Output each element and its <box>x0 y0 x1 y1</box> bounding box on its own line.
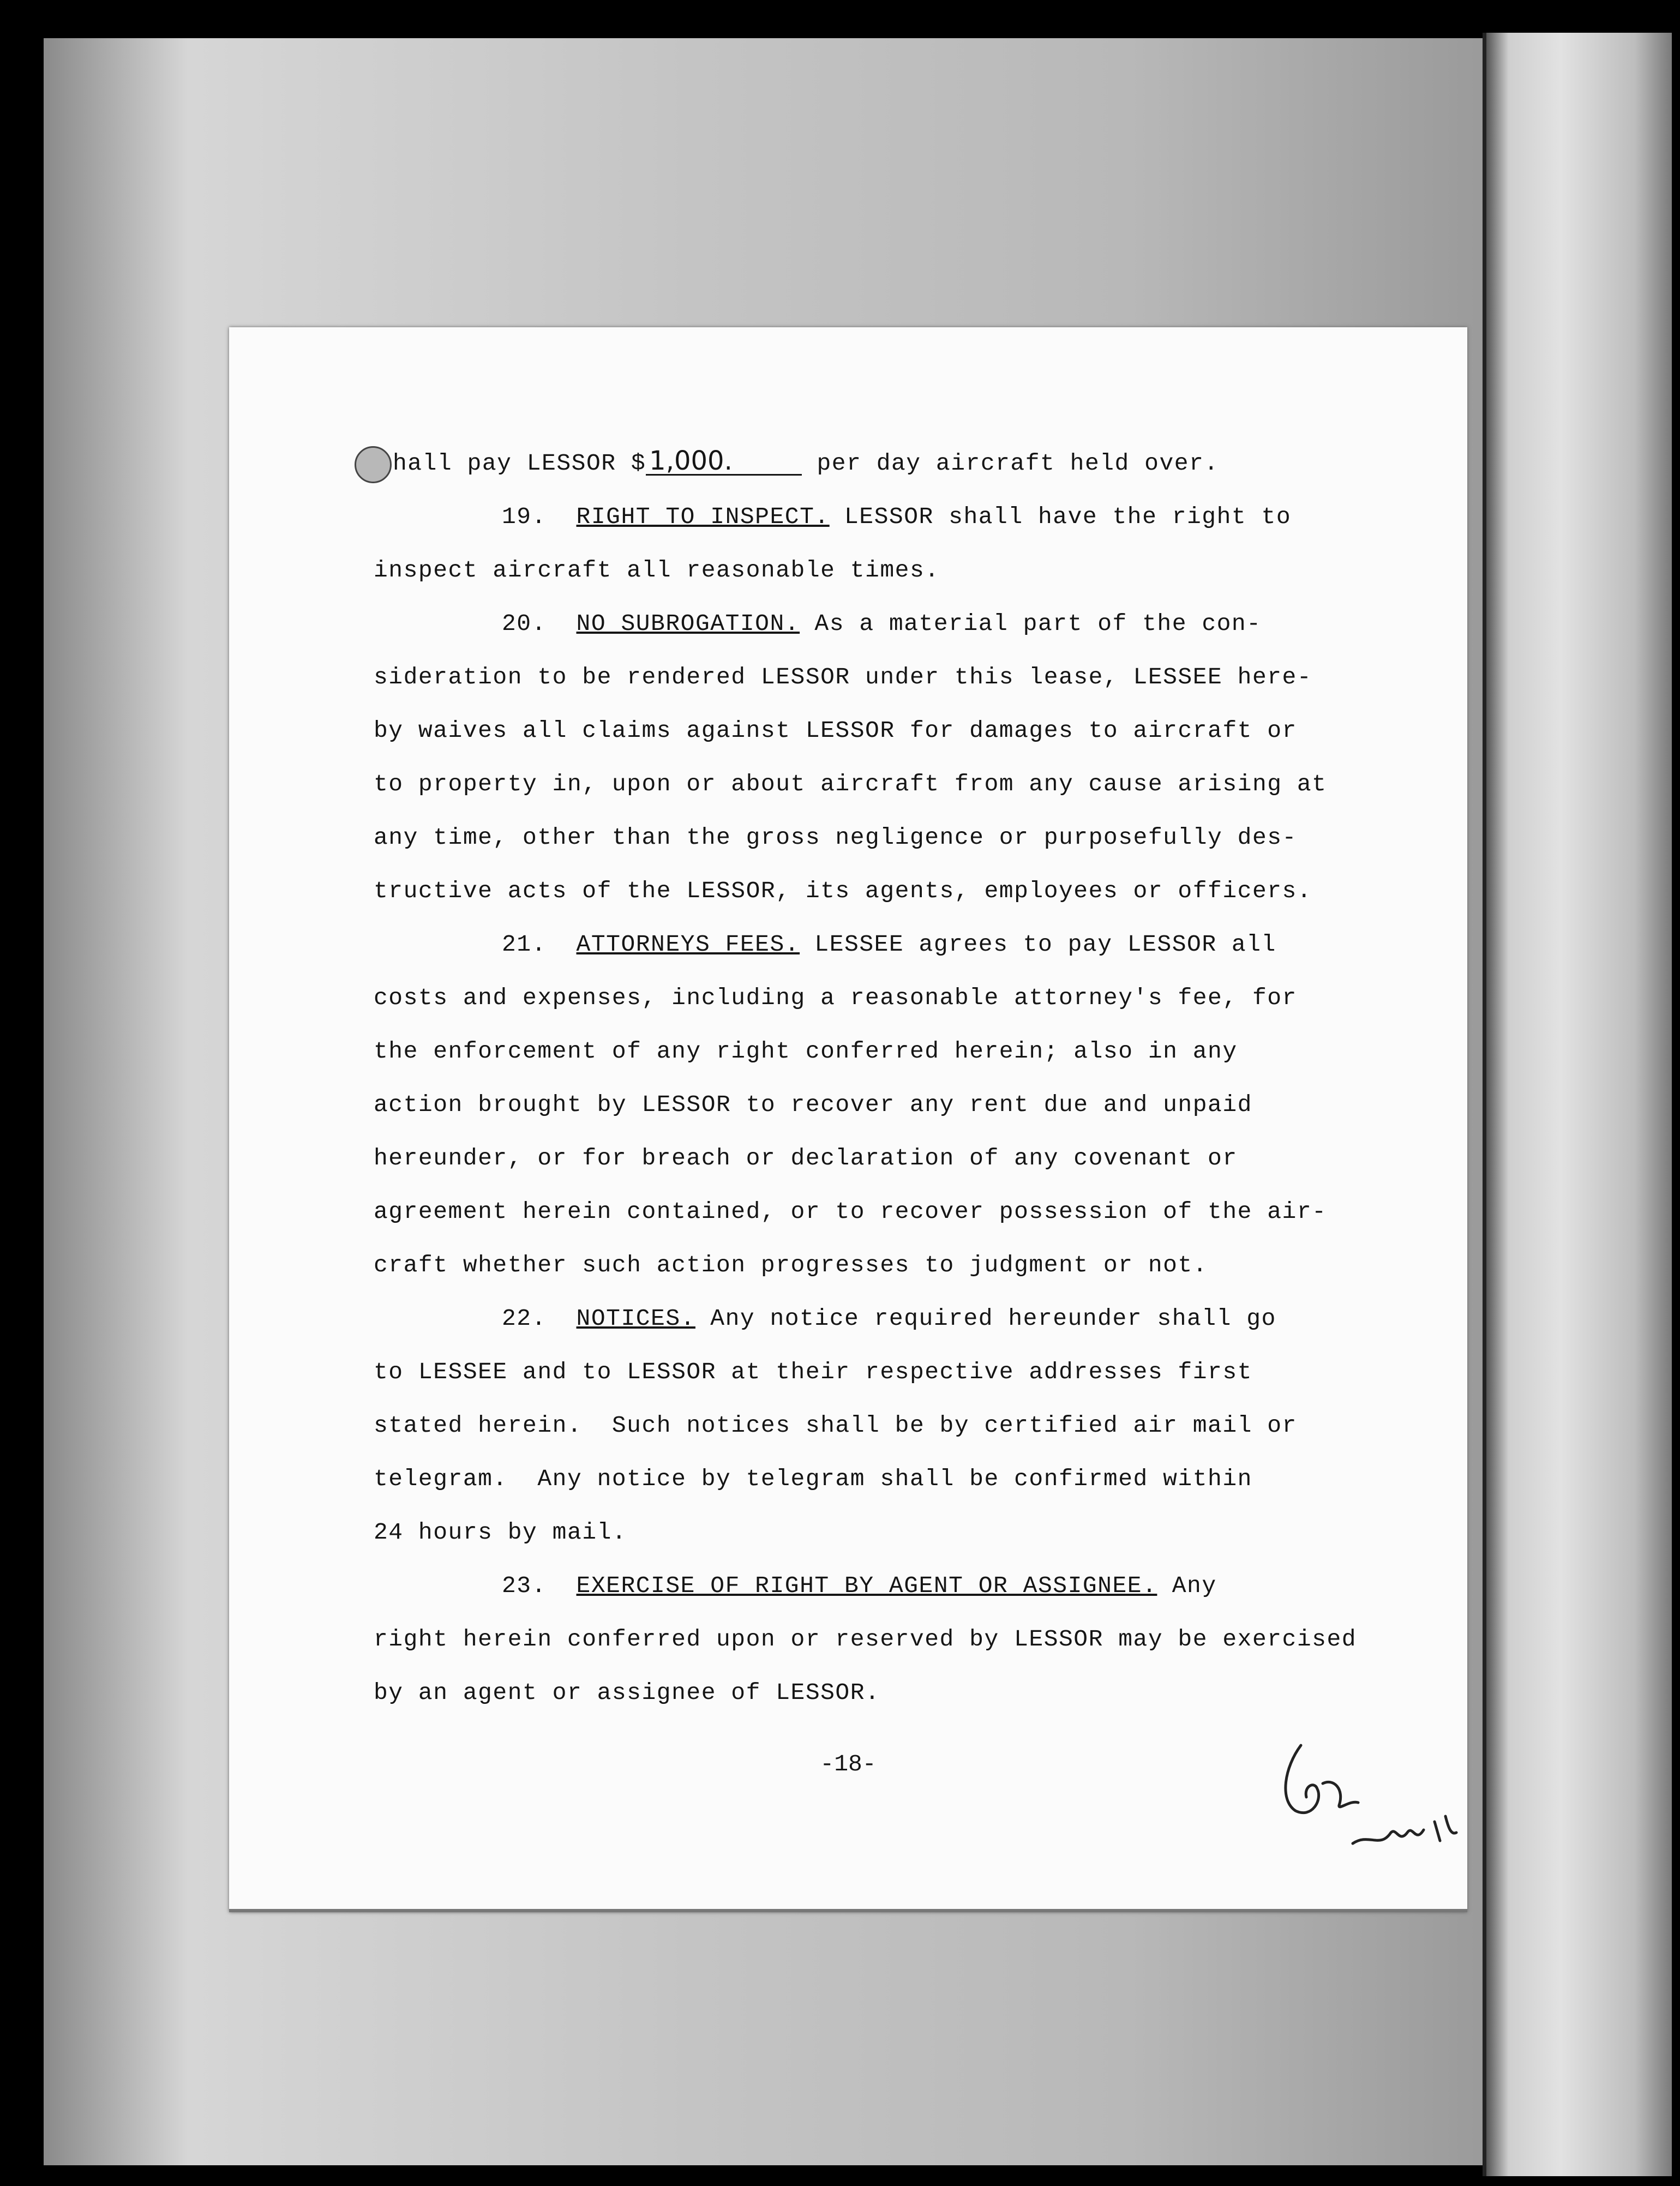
section-19-line <box>502 501 1291 533</box>
text-line: the enforcement of any right conferred herein; also in any <box>374 1038 1238 1065</box>
text-line: by waives all claims against LESSOR for damages to aircraft or <box>374 717 1297 744</box>
text-line: sideration to be rendered LESSOR under this lease, LESSEE here- <box>374 664 1312 690</box>
section-20-line <box>502 608 1262 640</box>
section-21-line <box>502 928 1276 961</box>
line-text: hall pay LESSOR $ <box>393 450 646 477</box>
section-number: 21. <box>502 931 547 958</box>
section-heading: ATTORNEYS FEES. <box>576 931 800 958</box>
punch-hole-mark <box>355 446 392 483</box>
text-line: stated herein. Such notices shall be by certified air mail or <box>374 1412 1297 1439</box>
line-text: per day aircraft held over. <box>802 450 1219 477</box>
text-line: action brought by LESSOR to recover any rent due and unpaid <box>374 1091 1252 1118</box>
text-line: agreement herein contained, or to recover possession of the air- <box>374 1198 1327 1225</box>
amount-field: 1,000. <box>646 448 802 476</box>
line-text: As a material part of the con- <box>800 610 1262 637</box>
section-number: 23. <box>502 1572 547 1599</box>
page-number: -18- <box>820 1751 877 1777</box>
line-text: Any notice required hereunder shall go <box>695 1305 1276 1332</box>
section-heading: EXERCISE OF RIGHT BY AGENT OR ASSIGNEE. <box>576 1572 1157 1599</box>
section-number: 20. <box>502 610 547 637</box>
section-number: 19. <box>502 503 547 530</box>
text-line: inspect aircraft all reasonable times. <box>374 557 940 584</box>
text-line: telegram. Any notice by telegram shall be confirmed within <box>374 1466 1252 1492</box>
line-text: LESSOR shall have the right to <box>829 503 1292 530</box>
text-line: any time, other than the gross negligence or purposefully des- <box>374 824 1297 851</box>
section-22-line <box>502 1302 1276 1335</box>
section-heading: RIGHT TO INSPECT. <box>576 503 830 530</box>
section-heading: NO SUBROGATION. <box>576 610 800 637</box>
text-line: costs and expenses, including a reasonable attorney's fee, for <box>374 984 1297 1011</box>
text-line: to property in, upon or about aircraft from any cause arising at <box>374 771 1327 797</box>
section-heading: NOTICES. <box>576 1305 695 1332</box>
text-line: by an agent or assignee of LESSOR. <box>374 1679 880 1706</box>
line-text: LESSEE agrees to pay LESSOR all <box>800 931 1276 958</box>
text-line <box>393 447 1219 480</box>
line-text: Any <box>1157 1572 1217 1599</box>
handwritten-initials <box>1347 1800 1467 1860</box>
text-line: tructive acts of the LESSOR, its agents, employees or officers. <box>374 878 1312 904</box>
scan-right-strip <box>1486 33 1672 2176</box>
document-page <box>229 327 1467 1912</box>
text-line: hereunder, or for breach or declaration of any covenant or <box>374 1145 1238 1172</box>
text-line: 24 hours by mail. <box>374 1519 627 1546</box>
section-23-line <box>502 1570 1217 1602</box>
section-number: 22. <box>502 1305 547 1332</box>
text-line: craft whether such action progresses to judgment or not. <box>374 1252 1208 1278</box>
text-line: to LESSEE and to LESSOR at their respective addresses first <box>374 1359 1252 1385</box>
text-line: right herein conferred upon or reserved by LESSOR may be exercised <box>374 1626 1357 1653</box>
